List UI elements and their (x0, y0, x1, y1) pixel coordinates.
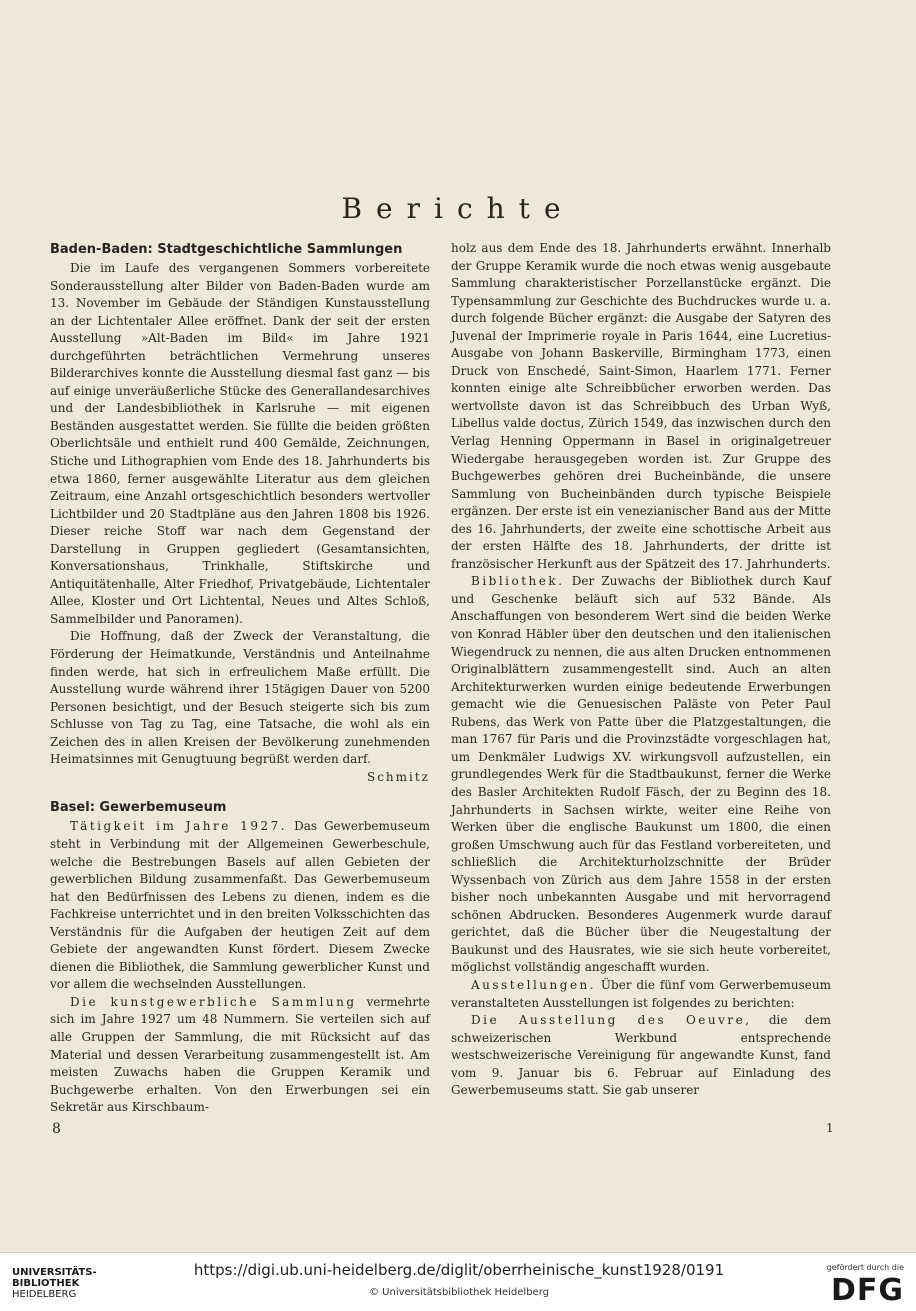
paragraph-text: vermehrte sich im Jahre 1927 um 48 Nummern. Sie verteilen sich auf alle Gruppen der Sammlung, die mit Rücksicht auf das Material und dessen Verarbeitung zusammengestellt ist. Am meisten Zuwachs haben die Gruppen Keramik und Buchgewerbe erhalten. Von den Erwerbungen sei ein Sekretär aus Kirschbaum- (50, 994, 430, 1115)
author-signature: Schmitz (366, 769, 430, 784)
dfg-caption: gefördert durch die (826, 1263, 904, 1272)
page-number-left: 8 (52, 1121, 61, 1137)
spaced-lead: Tätigkeit im Jahre 1927. (70, 819, 288, 834)
spaced-lead: Die kunstgewerbliche Sammlung (70, 994, 357, 1009)
logo-line: UNIVERSITÄTS- (12, 1267, 97, 1278)
paragraph (451, 1012, 831, 1100)
section-heading-basel: Basel: Gewerbemuseum (50, 800, 227, 816)
university-library-logo[interactable] (12, 1267, 172, 1303)
spaced-lead: Die Ausstellung des Oeuvre, (471, 1013, 752, 1028)
spaced-lead: Ausstellungen. (471, 977, 597, 992)
spaced-lead: Bibliothek. (471, 574, 565, 589)
signature-mark-right: 1 (826, 1121, 834, 1135)
paragraph: Die Hoffnung, daß der Zweck der Veranstaltung, die Förderung der Heimatkunde, Verständnis und Anteilnahme finden werde, hat sich in erfreulichem Maße erfüllt. Die Ausstellung wurde während ihrer 15tägigen Dauer von 5200 Personen besichtigt, und der Besuch steigerte sich bis zum Schlusse von Tag zu Tag, eine Tatsache, die wohl als ein Zeichen des in allen Kreisen der Bevölkerung zunehmenden Heimatsinnes mit Genugtuung begrüßt werden darf. (50, 629, 430, 767)
dfg-logo[interactable] (808, 1263, 904, 1307)
logo-line: HEIDELBERG (12, 1289, 77, 1300)
paragraph-text: Über die fünf vom Gerwerbemuseum veranstalteten Ausstellungen ist folgendes zu berichten: (451, 977, 831, 1010)
left-column (50, 240, 430, 1117)
paragraph-text: Der Zuwachs der Bibliothek durch Kauf und Geschenke beläuft sich auf 532 Bände. Als Anschaffungen von besonderem Wert sind die beiden Werke von Konrad Häbler über den deutschen und den italienischen Wiegendruck zu nennen, die aus alten Drucken entnommenen Originalblättern zusammengestellt sind. Auch an alten Architekturwerken wurden einige bedeutende Erwerbungen gemacht wie die Genuesischen Paläste von Peter Paul Rubens, das Werk von Patte über die Platzgestaltungen, die man 1767 für Paris und die Provinzstädte vorgeschlagen hat, um Denkmäler Ludwigs XV. wirkungsvoll aufzustellen, ein grundlegendes Werk für die Stadtbaukunst, ferner die Werke des Basler Architekten Rudolf Fäsch, der zu Beginn des 18. Jahrhunderts in Sachsen wirkte, weiter eine Reihe von Werken über die englische Baukunst um 1800, die einen großen Umschwung auch für das Festland vorbereiteten, und schließlich die Architekturholzschnitte der Brüder Wyssenbach von Zürich aus dem Jahre 1558 in der ersten bisher noch unbekannten Ausgabe und mit hervorragend schönen Abdrucken. Besonderes Augenmerk wurde darauf gerichtet, daß die Bücher über die Neugestaltung der Baukunst und des Hausrates, wie sie sich heute vorbereitet, möglichst vollständig angeschafft wurden. (451, 574, 831, 975)
section-heading-baden: Baden-Baden: Stadtgeschichtliche Sammlungen (50, 242, 403, 257)
permalink-url[interactable]: https://digi.ub.uni-heidelberg.de/diglit/oberrheinische_kunst1928/0191 (193, 1261, 725, 1279)
paragraph: holz aus dem Ende des 18. Jahrhunderts erwähnt. Innerhalb der Gruppe Keramik wurde die noch etwas wenig ausgebaute Sammlung charakteristischer Porzellanstücke ergänzt. Die Typensammlung zur Geschichte des Buchdruckes wurde u. a. durch folgende Bücher ergänzt: die Ausgabe der Satyren des Juvenal der Imprimerie royale in Paris 1644, eine Lucretius-Ausgabe von Johann Baskerville, Birmingham 1773, einen Druck von Enschedé, Saint-Simon, Haarlem 1771. Ferner konnten einige alte Schreibbücher erworben werden. Das wertvollste davon ist das Schreibbuch des Urban Wyß, Libellus valde doctus, Zürich 1549, das inzwischen durch den Verlag Henning Oppermann in Basel in originalgetreuer Wiedergabe herausgegeben worden ist. Zur Gruppe des Buchgewerbes gehören drei Bucheinbände, die unsere Sammlung von Bucheinbänden durch typische Beispiele ergänzen. Der erste ist ein venezianischer Band aus der Mitte des 16. Jahrhunderts, der zweite eine schottische Arbeit aus der ersten Hälfte des 18. Jahrhunderts, der dritte ist französischer Herkunft aus der Spätzeit des 17. Jahrhunderts. (451, 241, 831, 571)
paragraph (50, 818, 430, 993)
logo-line: BIBLIOTHEK (12, 1278, 80, 1289)
paragraph (451, 977, 831, 1012)
right-column (451, 240, 831, 1100)
paragraph (451, 573, 831, 977)
dfg-wordmark: DFG (830, 1273, 904, 1308)
viewer-footer (0, 1252, 916, 1311)
page-title: Berichte (341, 192, 575, 225)
paragraph (50, 994, 430, 1117)
copyright-notice: © Universitätsbibliothek Heidelberg (368, 1287, 549, 1298)
section-gap (50, 786, 430, 798)
paragraph-text: die dem schweizerischen Werkbund entsprechende westschweizerische Vereinigung für angewandte Kunst, fand vom 9. Januar bis 6. Februar auf Einladung des Gewerbemuseums statt. Sie gab unserer (451, 1013, 831, 1098)
paragraph: Die im Laufe des vergangenen Sommers vorbereitete Sonderausstellung alter Bilder von Baden-Baden wurde am 13. November im Gebäude der Ständigen Kunstausstellung an der Lichtentaler Allee eröffnet. Dank der seit der ersten Ausstellung »Alt-Baden im Bild« im Jahre 1921 durchgeführten beträchtlichen Vermehrung unseres Bilderarchives konnte die Ausstellung diesmal fast ganz — bis auf einige unveräußerliche Stücke des Generallandesarchives und der Landesbibliothek in Karlsruhe — mit eigenen Beständen ausgestattet werden. Sie füllte die beiden größten Oberlichtsäle und enthielt rund 400 Gemälde, Zeichnungen, Stiche und Lithographien vom Ende des 18. Jahrhunderts bis etwa 1860, ferner ausgewählte Literatur aus dem gleichen Zeitraum, eine Anzahl ortsgeschichtlich besonders wertvoller Lichtbilder und 20 Stadtpläne aus den Jahren 1808 bis 1926. Dieser reiche Stoff war nach dem Gegenstand der Darstellung in Gruppen gegliedert (Gesamtansichten, Konversationshaus, Trinkhalle, Stiftskirche und Antiquitätenhalle, Alter Friedhof, Privatgebäude, Lichtentaler Allee, Kloster und Ort Lichtental, Neues und Altes Schloß, Sammelbilder und Panoramen). (50, 261, 430, 626)
paragraph-text: Das Gewerbemuseum steht in Verbindung mit der Allgemeinen Gewerbeschule, welche die Bestrebungen Basels auf allen Gebieten der gewerblichen Bildung zusammenfaßt. Das Gewerbemuseum hat den Bedürfnissen des Lebens zu dienen, indem es die Fachkreise unterrichtet und in den breiten Volksschichten das Verständnis für die Aufgaben der heutigen Zeit auf dem Gebiete der angewandten Kunst fördert. Diesem Zwecke dienen die Bibliothek, die Sammlung gewerblicher Kunst und vor allem die wechselnden Ausstellungen. (50, 819, 430, 992)
